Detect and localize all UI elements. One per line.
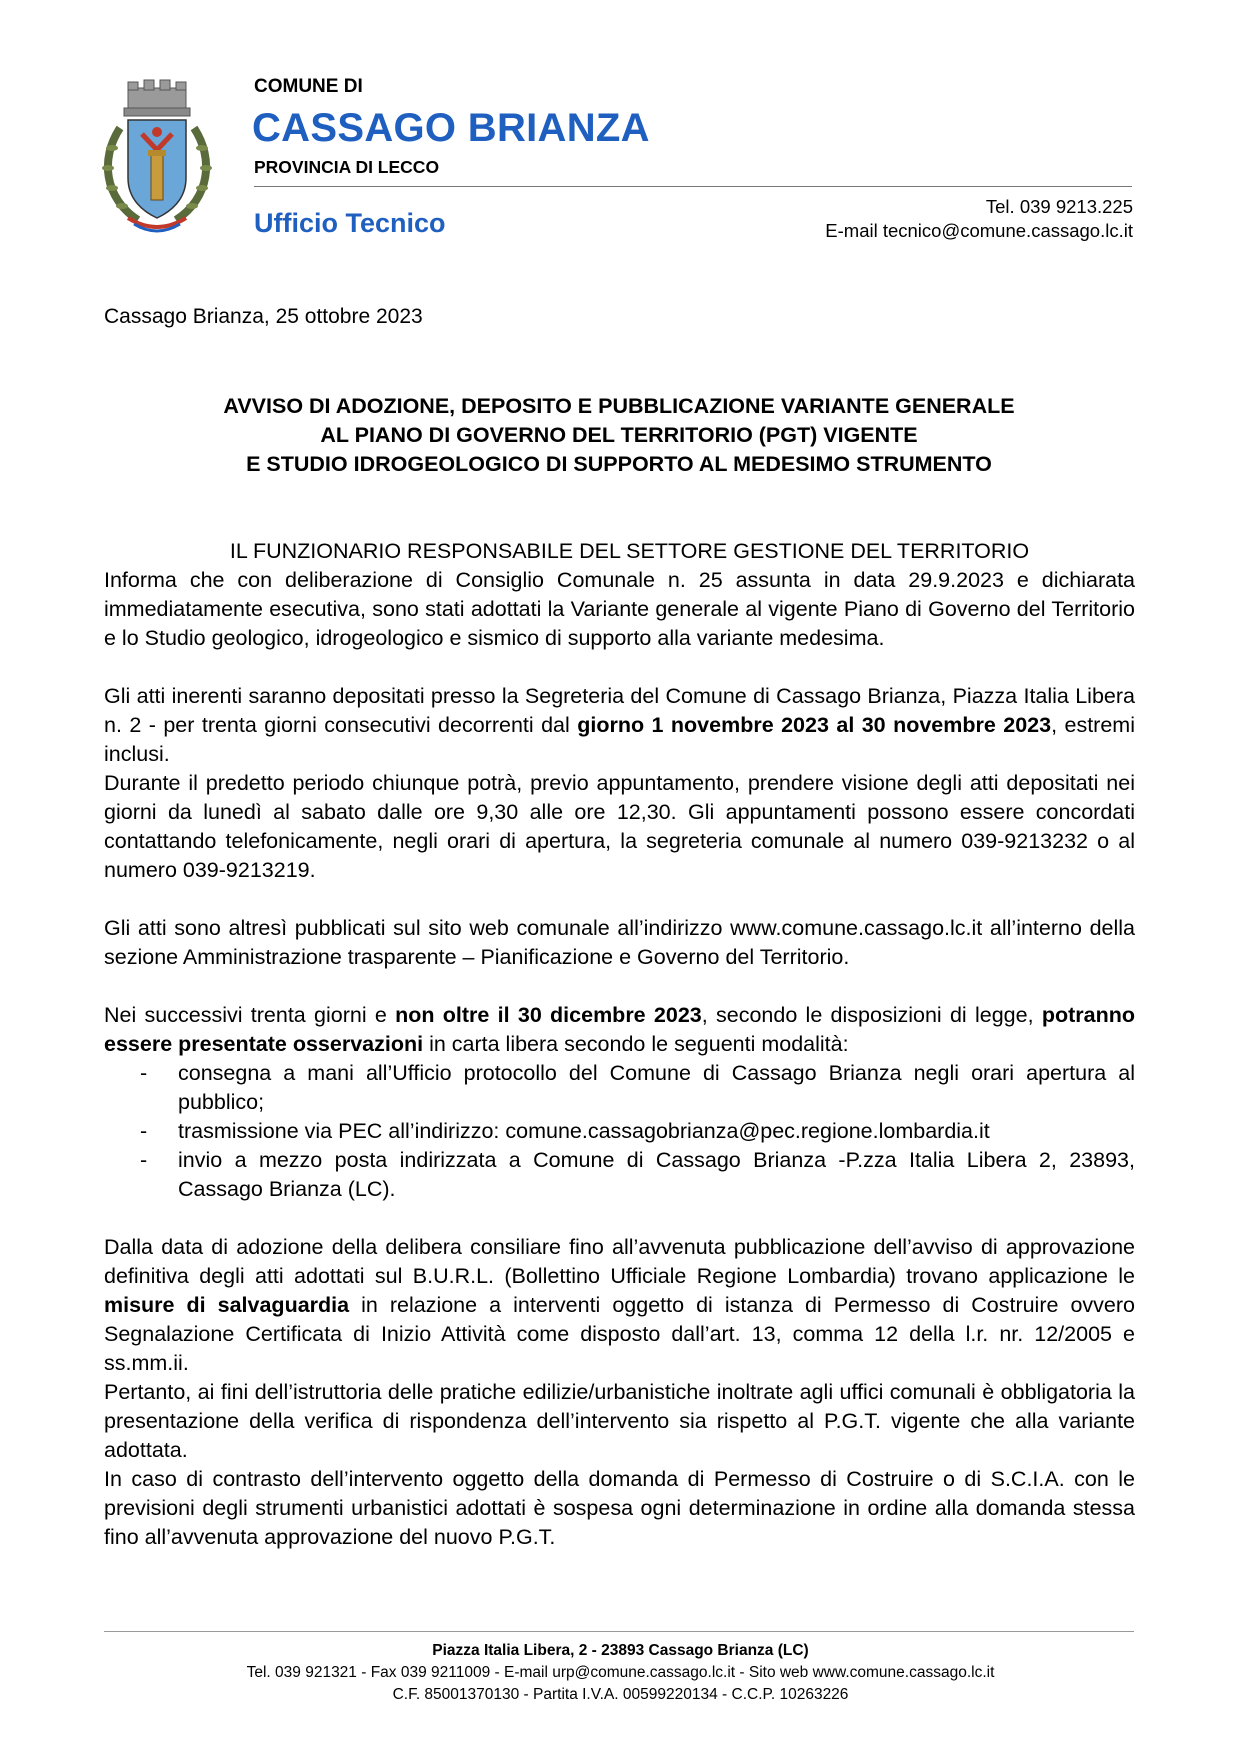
paragraph-2: Gli atti inerenti saranno depositati presso la Segreteria del Comune di Cassago Brianza, Piazza Italia Libera n. 2 - per trenta giorni consecutivi decorrenti dal giorno 1 novembre 2023 al 30 novembre 2023, estremi inclusi. [104, 684, 1135, 766]
paragraph-4: Gli atti sono altresì pubblicati sul sito web comunale all’indirizzo www.comune.cassago.lc.it all’interno della sezione Amministrazione trasparente – Pianificazione e Governo del Territorio. [104, 916, 1135, 969]
list-item: - trasmissione via PEC all’indirizzo: comune.cassagobrianza@pec.regione.lombardia.it [140, 1119, 990, 1143]
list-item: - consegna a mani all’Ufficio protocollo del Comune di Cassago Brianza negli orari apertura al pubblico; [140, 1061, 1135, 1114]
submission-methods-list [104, 1059, 1135, 1204]
document-body [104, 537, 1135, 1552]
title-line-2: AL PIANO DI GOVERNO DEL TERRITORIO (PGT) VIGENTE [320, 423, 918, 447]
header-comune-label: COMUNE DI [254, 76, 363, 97]
safeguard-measures: misure di salvaguardia [104, 1293, 350, 1317]
municipal-crest-icon [98, 78, 216, 238]
deposit-period: giorno 1 novembre 2023 al 30 novembre 2023 [577, 713, 1052, 737]
document-title [104, 392, 1134, 479]
header-province: PROVINCIA DI LECCO [254, 157, 440, 177]
footer-contacts: Tel. 039 921321 - Fax 039 9211009 - E-mail urp@comune.cassago.lc.it - Sito web www.comune.cassago.lc.it [246, 1664, 995, 1681]
footer-fiscal: C.F. 85001370130 - Partita I.V.A. 00599220134 - C.C.P. 10263226 [392, 1686, 849, 1703]
title-line-1: AVVISO DI ADOZIONE, DEPOSITO E PUBBLICAZIONE VARIANTE GENERALE [223, 394, 1015, 418]
header-divider [254, 186, 1132, 187]
paragraph-5: Nei successivi trenta giorni e non oltre il 30 dicembre 2023, secondo le disposizioni di legge, potranno essere presentate osservazioni in carta libera secondo le seguenti modalità: [104, 1003, 1135, 1056]
header-phone: Tel. 039 9213.225 [985, 196, 1133, 217]
list-item: - invio a mezzo posta indirizzata a Comune di Cassago Brianza -P.zza Italia Libera 2, 23893, Cassago Brianza (LC). [140, 1148, 1135, 1201]
official-heading: IL FUNZIONARIO RESPONSABILE DEL SETTORE GESTIONE DEL TERRITORIO [229, 539, 1030, 563]
document-date: Cassago Brianza, 25 ottobre 2023 [104, 305, 423, 328]
title-line-3: E STUDIO IDROGEOLOGICO DI SUPPORTO AL MEDESIMO STRUMENTO [246, 452, 992, 476]
footer-divider [104, 1631, 1134, 1632]
footer-address: Piazza Italia Libera, 2 - 23893 Cassago Brianza (LC) [432, 1642, 809, 1659]
deadline: non oltre il 30 dicembre 2023 [395, 1003, 702, 1027]
paragraph-8: In caso di contrasto dell’intervento oggetto della domanda di Permesso di Costruire o di S.C.I.A. con le previsioni degli strumenti urbanistici adottati è sospesa ogni determinazione in ordine alla domanda stessa fino all’avvenuta approvazione del nuovo P.G.T. [104, 1467, 1135, 1549]
paragraph-3: Durante il predetto periodo chiunque potrà, previo appuntamento, prendere visione degli atti depositati nei giorni da lunedì al sabato dalle ore 9,30 alle ore 12,30. Gli appuntamenti possono essere concordati contattando telefonicamente, negli orari di apertura, la segreteria comunale al numero 039-9213232 o al numero 039-9213219. [104, 771, 1135, 882]
header-city-name: CASSAGO BRIANZA [252, 106, 650, 150]
header-email[interactable]: E-mail tecnico@comune.cassago.lc.it [825, 220, 1133, 241]
observations-note: potranno essere presentate osservazioni [104, 1003, 1135, 1056]
paragraph-6: Dalla data di adozione della delibera consiliare fino all’avvenuta pubblicazione dell’avviso di approvazione definitiva degli atti adottati sul B.U.R.L. (Bollettino Ufficiale Regione Lombardia) trovano applicazione le misure di salvaguardia in relazione a interventi oggetto di istanza di Permesso di Costruire ovvero Segnalazione Certificata di Inizio Attività come disposto dall’art. 13, comma 12 della l.r. nr. 12/2005 e ss.mm.ii. [104, 1235, 1135, 1375]
paragraph-1: Informa che con deliberazione di Consiglio Comunale n. 25 assunta in data 29.9.2023 e dichiarata immediatamente esecutiva, sono stati adottati la Variante generale al vigente Piano di Governo del Territorio e lo Studio geologico, idrogeologico e sismico di supporto alla variante medesima. [104, 568, 1135, 650]
paragraph-7: Pertanto, ai fini dell’istruttoria delle pratiche edilizie/urbanistiche inoltrate agli uffici comunali è obbligatoria la presentazione della verifica di rispondenza dell’intervento sia rispetto al P.G.T. vigente che alla variante adottata. [104, 1380, 1135, 1462]
header-office: Ufficio Tecnico [254, 208, 446, 238]
